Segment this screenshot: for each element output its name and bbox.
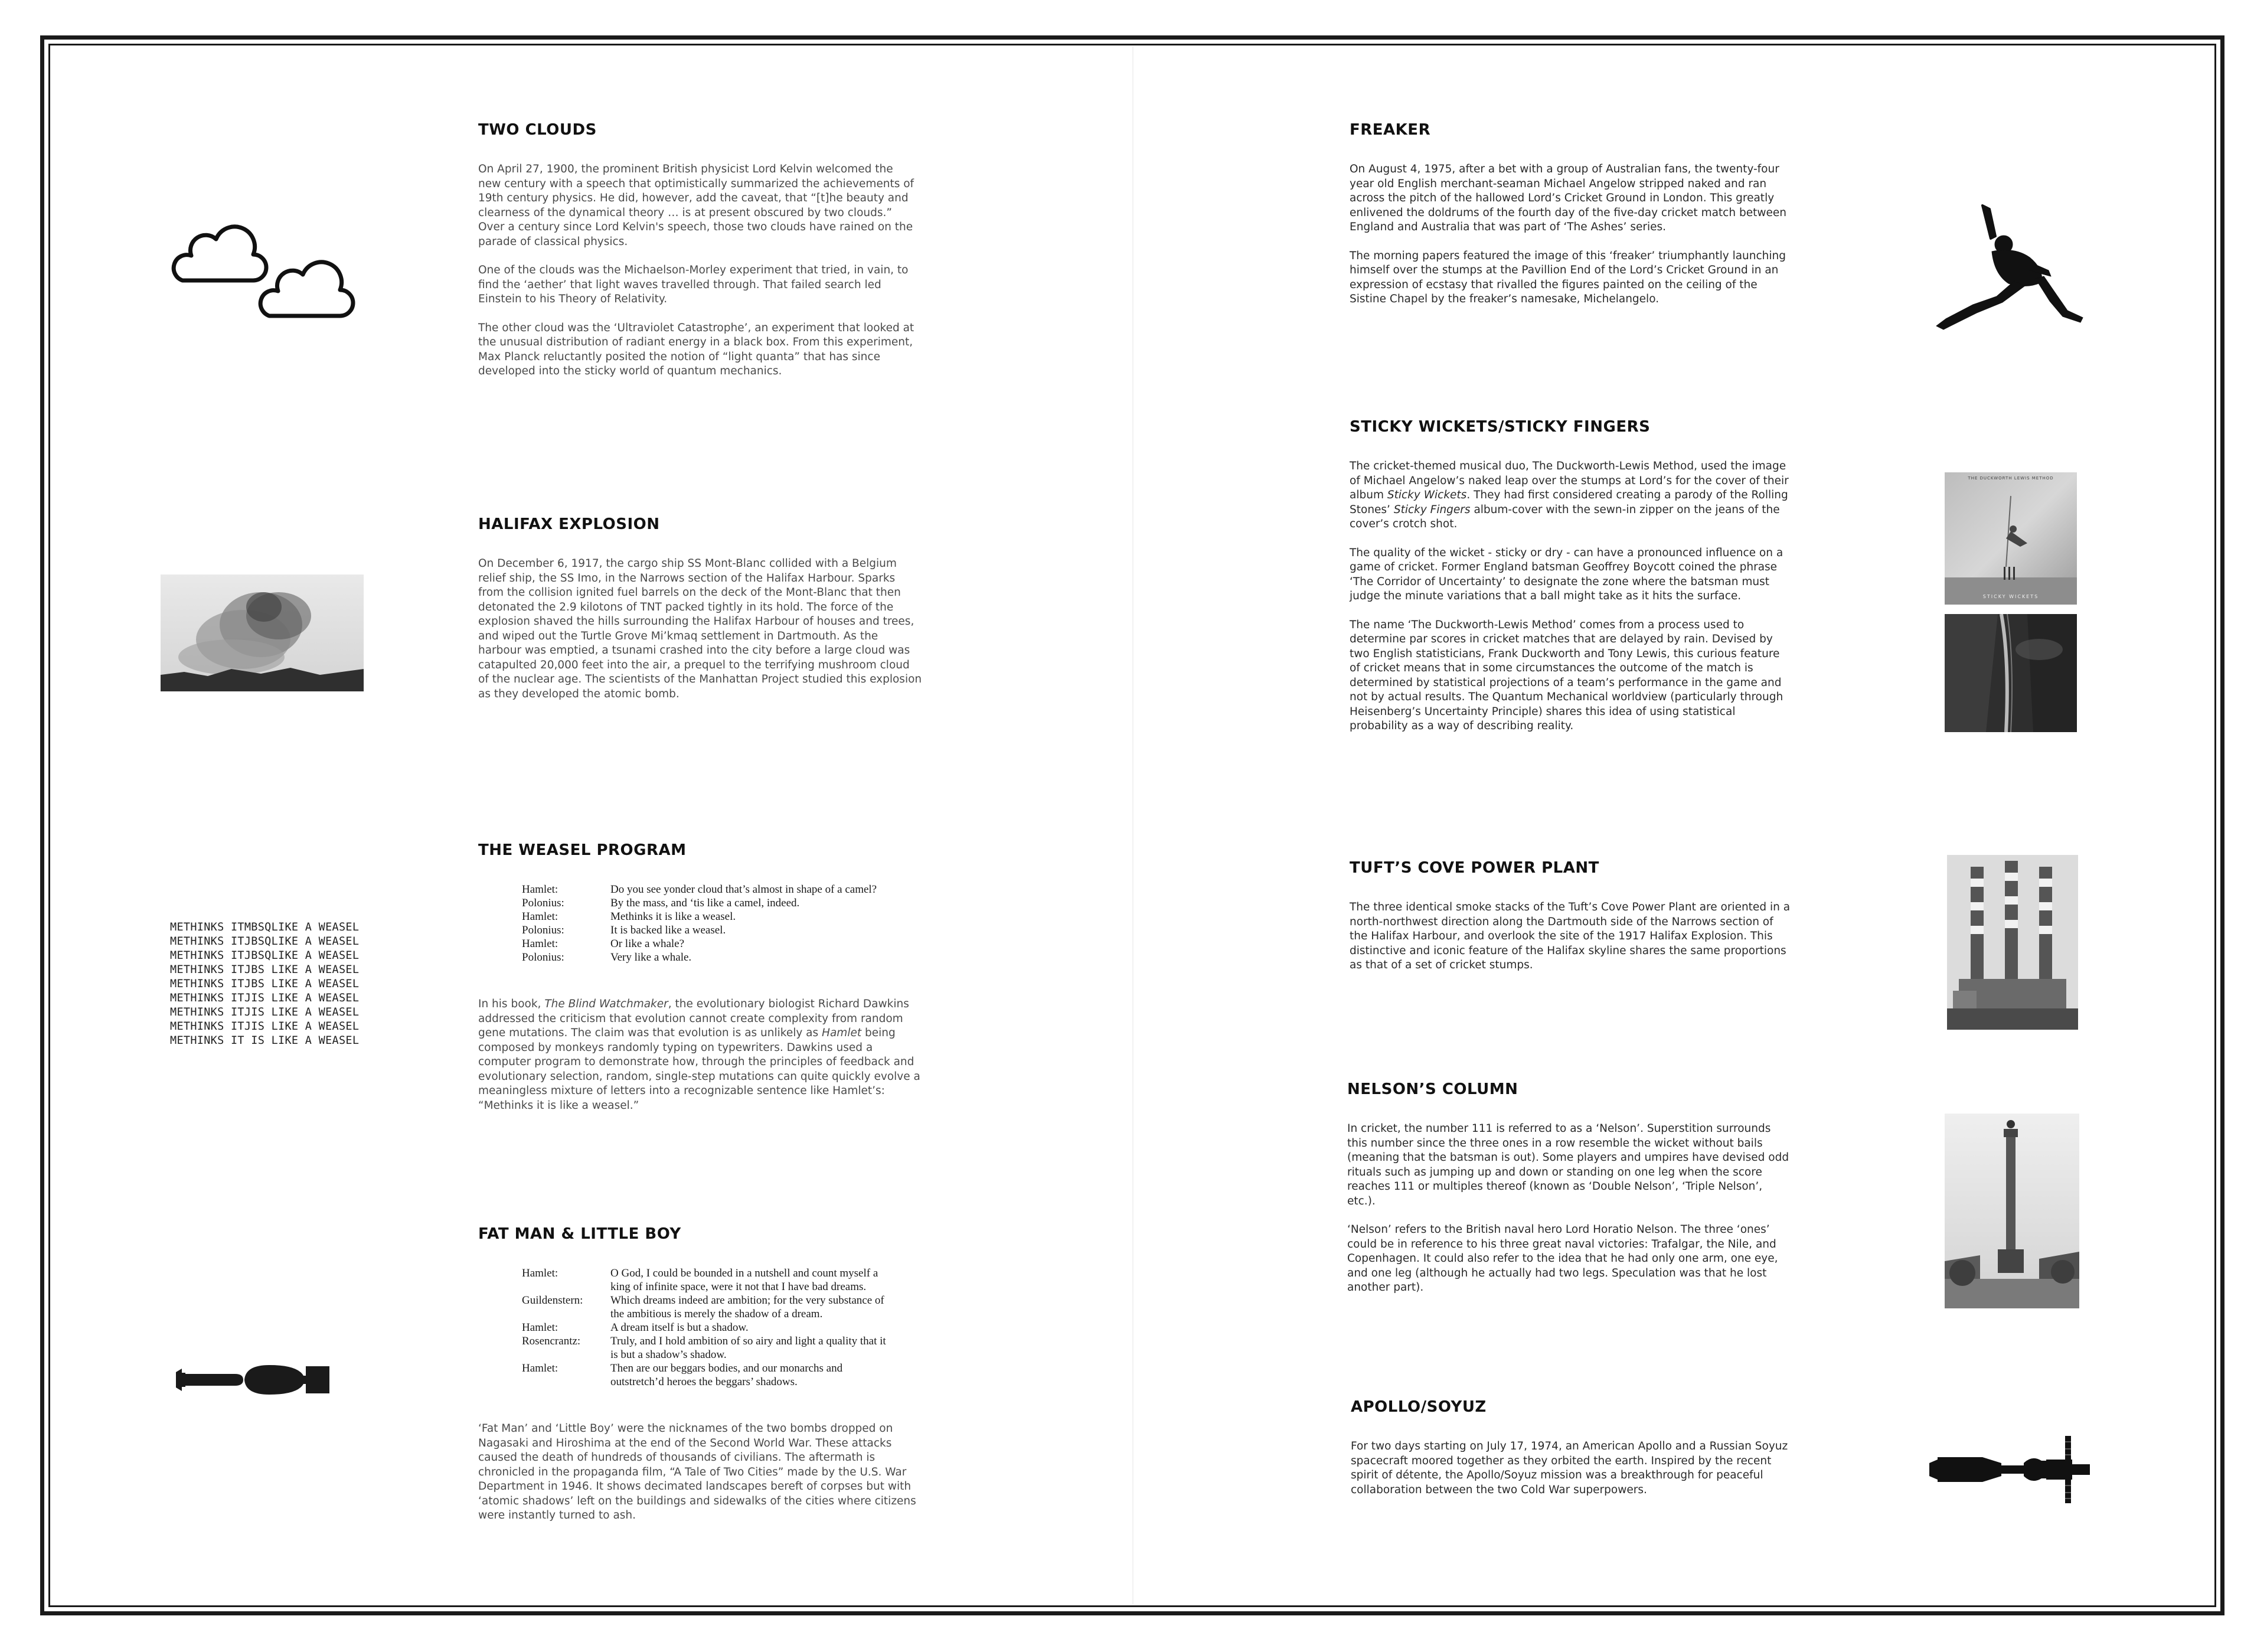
dialogue-row bbox=[522, 923, 888, 937]
text: . They had first considered creating a parody of the Rolling Stones’ bbox=[1350, 489, 1788, 516]
text: In his book, bbox=[478, 998, 545, 1010]
line: Then are our beggars bodies, and our monarchs and outstretch’d heroes the beggars’ shadows. bbox=[610, 1362, 843, 1388]
paragraph: On December 6, 1917, the cargo ship SS Mont-Blanc collided with a Belgium relief ship, the SS Imo, in the Narrows section of the Halifax Harbour. Sparks from the collision ignited fuel barrels on the deck of the Mont-Blanc that then detonated the 2.9 kilotons of TNT packed tightly in its hold. The force of the explosion shaved the hills surrounding the Halifax Harbour of houses and trees, and wiped out the Turtle Grove Mi’kmaq settlement in Dartmouth. As the harbour was emptied, a tsunami crashed into the city before a large cloud was catapulted 20,000 feet into the air, a prequel to the terrifying mushroom cloud of the nuclear age. The scientists of the Manhattan Project studied this explosion as they developed the atomic bomb. bbox=[478, 557, 922, 700]
paragraph: The morning papers featured the image of this ‘freaker’ triumphantly launching himself over the stumps at the Pavillion End of the Lord’s Cricket Ground in an expression of ecstasy that rivalled the figures painted on the ceiling of the Sistine Chapel by the freaker’s namesake, Michelangelo. bbox=[1350, 249, 1786, 305]
sticky-wickets-album-cover bbox=[1945, 472, 2077, 605]
speaker: Polonius: bbox=[522, 951, 564, 964]
dialogue-row bbox=[522, 951, 888, 964]
paragraph bbox=[1350, 459, 1792, 532]
line: Very like a whale. bbox=[610, 951, 692, 964]
section-weasel-program bbox=[478, 841, 922, 1127]
page-fold bbox=[1132, 46, 1134, 1605]
paragraph: In cricket, the number 111 is referred to as a ‘Nelson’. Superstition surrounds this number since the three ones in a row resemble the wicket without bails (meaning that the batsman is out). Some players and umpires have devised odd rituals such as jumping up and down or standing on one leg when the score reaches 111 or multiples thereof (known as ‘Double Nelson’, ‘Triple Nelson’, etc.). bbox=[1347, 1122, 1789, 1207]
line: Truly, and I hold ambition of so airy and light a quality that it is but a shadow’s shadow. bbox=[610, 1335, 886, 1361]
paragraph: The quality of the wicket - sticky or dry - can have a pronounced influence on a game of cricket. Former England batsman Geoffrey Boycott coined the phrase ‘The Corridor of Uncertainty’ to designate the zone where the batsman must judge the minute variations that a ball might take as it hits the surface. bbox=[1350, 546, 1783, 602]
paragraph bbox=[478, 997, 922, 1113]
halifax-explosion-photo bbox=[161, 574, 364, 691]
weasel-sequence bbox=[170, 920, 418, 1048]
dialogue-row bbox=[522, 937, 888, 951]
section-title: APOLLO/SOYUZ bbox=[1351, 1398, 1487, 1416]
tufts-cove-photo bbox=[1947, 855, 2078, 1030]
weasel-line: METHINKS ITMBSQLIKE A WEASEL bbox=[170, 921, 360, 933]
album-title: Sticky Fingers bbox=[1393, 503, 1471, 516]
weasel-line: METHINKS ITJIS LIKE A WEASEL bbox=[170, 992, 360, 1004]
bombs-silhouette-icon bbox=[174, 1363, 332, 1397]
weasel-line: METHINKS IT IS LIKE A WEASEL bbox=[170, 1034, 360, 1047]
section-title: HALIFAX EXPLOSION bbox=[478, 515, 660, 533]
weasel-line: METHINKS ITJIS LIKE A WEASEL bbox=[170, 1020, 360, 1033]
sticky-fingers-album-cover bbox=[1945, 614, 2077, 732]
section-title: STICKY WICKETS/STICKY FINGERS bbox=[1350, 418, 1651, 436]
paragraph: On April 27, 1900, the prominent British physicist Lord Kelvin welcomed the new century with a speech that optimistically summarized the achievements of 19th century physics. He did, however, add the caveat, that “[t]he beauty and clearness of the dynamical theory … is at present obscured by two clouds.” Over a century since Lord Kelvin's speech, those two clouds have rained on the parade of classical physics. bbox=[478, 163, 914, 248]
line: Methinks it is like a weasel. bbox=[610, 910, 736, 923]
paragraph: The other cloud was the ‘Ultraviolet Catastrophe’, an experiment that looked at the unusual distribution of radiant energy in a black box. From this experiment, Max Planck reluctantly posited the notion of “light quanta” that has since developed into the sticky world of quantum mechanics. bbox=[478, 321, 914, 377]
speaker: Hamlet: bbox=[522, 910, 558, 923]
section-freaker bbox=[1350, 121, 1792, 321]
dialogue-row bbox=[522, 1266, 888, 1294]
line: By the mass, and ‘tis like a camel, indeed. bbox=[610, 897, 800, 909]
paragraph: The three identical smoke stacks of the Tuft’s Cove Power Plant are oriented in a north-northwest direction along the Dartmouth side of the Narrows section of the Halifax Harbour, and overlook the site of the 1917 Halifax Explosion. This distinctive and iconic feature of the Halifax skyline shares the same proportions as that of a set of cricket stumps. bbox=[1350, 901, 1791, 971]
dialogue-row bbox=[522, 883, 888, 896]
section-title: TWO CLOUDS bbox=[478, 121, 597, 139]
weasel-line: METHINKS ITJBSQLIKE A WEASEL bbox=[170, 949, 360, 962]
text: being composed by monkeys randomly typing on typewriters. Dawkins used a computer program to demonstrate how, through the principles of feedback and evolutionary selection, random, single-step mutations can quite quickly evolve a meaningless mixture of letters into a recognizable sentence like Hamlet’s: “Methinks it is like a weasel.” bbox=[478, 1027, 920, 1112]
dialogue-row bbox=[522, 896, 888, 910]
section-title: THE WEASEL PROGRAM bbox=[478, 841, 687, 859]
album-title: Sticky Wickets bbox=[1387, 489, 1467, 501]
section-title: FAT MAN & LITTLE BOY bbox=[478, 1225, 681, 1243]
cover-caption-bottom: STICKY WICKETS bbox=[1982, 594, 2039, 599]
paragraph: On August 4, 1975, after a bet with a group of Australian fans, the twenty-four year old English merchant-seaman Michael Angelow stripped naked and ran across the pitch of the hallowed Lord’s Cricket Ground in London. This greatly enlivened the doldrums of the fourth day of the five-day cricket match between England and Australia that was part of ‘The Ashes’ series. bbox=[1350, 163, 1786, 233]
section-apollo-soyuz bbox=[1351, 1398, 1794, 1511]
speaker: Polonius: bbox=[522, 924, 564, 936]
speaker: Hamlet: bbox=[522, 883, 558, 896]
section-halifax-explosion bbox=[478, 515, 922, 716]
dialogue-row bbox=[522, 910, 888, 923]
line: O God, I could be bounded in a nutshell and count myself a king of infinite space, were it not that I have bad dreams. bbox=[610, 1267, 878, 1293]
weasel-line: METHINKS ITJIS LIKE A WEASEL bbox=[170, 1006, 360, 1018]
speaker: Hamlet: bbox=[522, 1321, 558, 1334]
line: Which dreams indeed are ambition; for the very substance of the ambitious is merely the shadow of a dream. bbox=[610, 1294, 884, 1320]
paragraph: ‘Fat Man’ and ‘Little Boy’ were the nicknames of the two bombs dropped on Nagasaki and Hiroshima at the end of the Second World War. These attacks caused the death of hundreds of thousands of civilians. The aftermath is chronicled in the propaganda film, “A Tale of Two Cities” made by the U.S. War Department in 1946. It shows decimated landscapes bereft of corpses but with ‘atomic shadows’ left on the buildings and sidewalks of the cities where citizens were instantly turned to ash. bbox=[478, 1422, 916, 1522]
section-sticky-wickets bbox=[1350, 418, 1792, 748]
cover-caption-top: THE DUCKWORTH LEWIS METHOD bbox=[1968, 476, 2054, 481]
speaker: Rosencrantz: bbox=[522, 1335, 581, 1347]
section-two-clouds bbox=[478, 121, 915, 393]
weasel-line: METHINKS ITJBS LIKE A WEASEL bbox=[170, 964, 360, 976]
paragraph: One of the clouds was the Michaelson-Morley experiment that tried, in vain, to find the ‘aether’ that light waves travelled through. That failed search led Einstein to his Theory of Relativity. bbox=[478, 264, 909, 305]
line: Do you see yonder cloud that’s almost in shape of a camel? bbox=[610, 883, 877, 896]
hamlet-dialogue bbox=[522, 1266, 888, 1389]
text: The cricket-themed musical duo, The Duckworth-Lewis Method, used the image of Michael Angelow’s naked leap over the stumps at Lord’s for the cover of their album bbox=[1350, 460, 1789, 501]
clouds-icon bbox=[168, 221, 357, 322]
section-fat-man-little-boy bbox=[478, 1225, 922, 1537]
speaker: Guildenstern: bbox=[522, 1294, 583, 1307]
weasel-line: METHINKS ITJBSQLIKE A WEASEL bbox=[170, 935, 360, 948]
section-tufts-cove bbox=[1350, 859, 1792, 987]
speaker: Hamlet: bbox=[522, 1267, 558, 1279]
paragraph: For two days starting on July 17, 1974, an American Apollo and a Russian Soyuz spacecraft moored together as they orbited the earth. Inspired by the recent spirit of détente, the Apollo/Soyuz mission was a breakthrough for peaceful collaboration between the two Cold War superpowers. bbox=[1351, 1440, 1788, 1496]
section-title: TUFT’S COVE POWER PLANT bbox=[1350, 859, 1599, 877]
line: Or like a whale? bbox=[610, 938, 685, 950]
line: It is backed like a weasel. bbox=[610, 924, 726, 936]
play-title: Hamlet bbox=[822, 1027, 862, 1039]
line: A dream itself is but a shadow. bbox=[610, 1321, 749, 1334]
dialogue-row bbox=[522, 1294, 888, 1321]
freaker-silhouette-icon bbox=[1926, 201, 2086, 332]
section-title: NELSON’S COLUMN bbox=[1347, 1080, 1518, 1098]
text: album-cover with the sewn-in zipper on the jeans of the cover’s crotch shot. bbox=[1350, 503, 1780, 530]
text: , the evolutionary biologist Richard Dawkins addressed the criticism that evolution cannot create complexity from random gene mutations. The claim was that evolution is as unlikely as bbox=[478, 998, 909, 1039]
section-title: FREAKER bbox=[1350, 121, 1431, 139]
speaker: Hamlet: bbox=[522, 1362, 558, 1375]
speaker: Polonius: bbox=[522, 897, 564, 909]
hamlet-dialogue bbox=[522, 883, 888, 964]
dialogue-row bbox=[522, 1362, 888, 1389]
book-title: The Blind Watchmaker bbox=[544, 998, 668, 1010]
apollo-soyuz-silhouette-icon bbox=[1926, 1432, 2096, 1507]
dialogue-row bbox=[522, 1321, 888, 1334]
weasel-line: METHINKS ITJBS LIKE A WEASEL bbox=[170, 978, 360, 990]
dialogue-row bbox=[522, 1334, 888, 1362]
paragraph: The name ‘The Duckworth-Lewis Method’ comes from a process used to determine par scores in cricket matches that are delayed by rain. Devised by two English statisticians, Frank Duckworth and Tony Lewis, this curious feature of cricket means that in some circumstances the outcome of the match is determined by statistical projections of a team’s performance in the game and not by actual results. The Quantum Mechanical worldview (particularly through Heisenberg’s Uncertainty Principle) shares this idea of using statistical probability as a way of describing reality. bbox=[1350, 618, 1783, 732]
speaker: Hamlet: bbox=[522, 938, 558, 950]
nelsons-column-photo bbox=[1945, 1114, 2079, 1308]
paragraph: ‘Nelson’ refers to the British naval hero Lord Horatio Nelson. The three ‘ones’ could be in reference to his three great naval victories: Trafalgar, the Nile, and Copenhagen. It could also refer to the idea that he had only one arm, one eye, and one leg (although he actually had two legs. Speculation was that he lost another part). bbox=[1347, 1223, 1778, 1294]
section-nelsons-column bbox=[1347, 1080, 1791, 1310]
